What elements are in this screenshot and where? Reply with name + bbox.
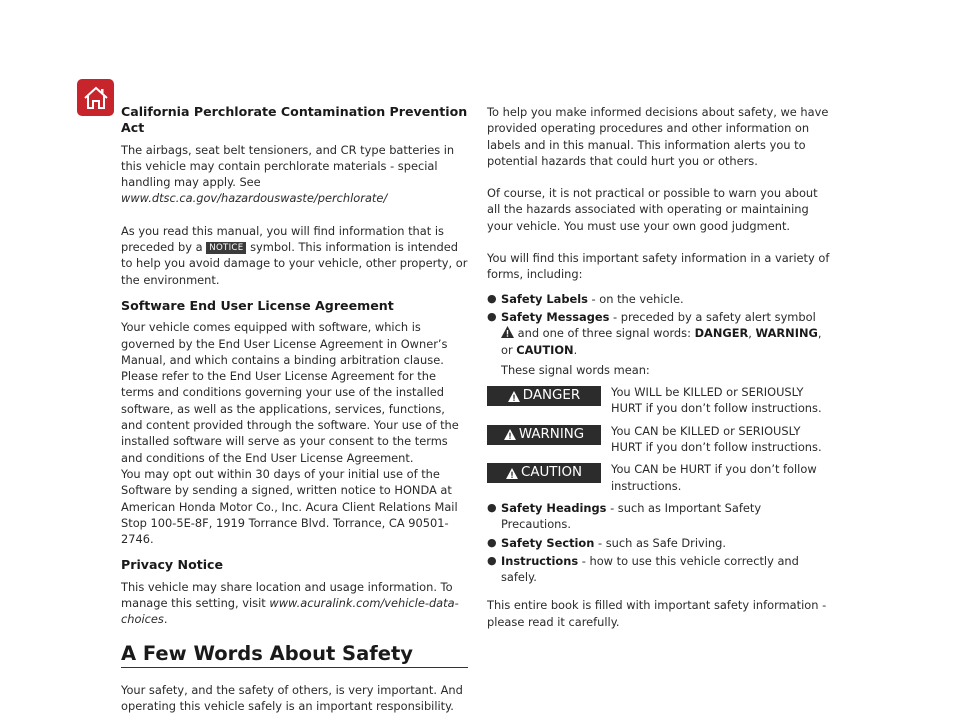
safety-alert-icon [508,391,520,402]
safety-forms-list [487,291,832,378]
perchlorate-heading: California Perchlorate Contamination Prevention Act [121,104,468,136]
safety-alert-icon [504,429,516,440]
practical-paragraph: Of course, it is not practical or possible to warn you about all the hazards associated with operating or maintaining your vehicle. You must use your own good judgment. [487,186,818,233]
danger-row [487,384,832,417]
list-item: ● Safety Headings - such as Important Safety Precautions. [487,500,762,532]
list-item: ● Safety Labels - on the vehicle. [487,291,684,306]
warning-signal: WARNING [487,425,601,445]
danger-meaning: You WILL be KILLED or SERIOUSLY HURT if you don’t follow instructions. [611,385,822,416]
warning-meaning: You CAN be KILLED or SERIOUSLY HURT if you don’t follow instructions. [611,423,822,455]
home-button[interactable] [77,79,114,116]
acuralink-link[interactable]: www.acuralink.com/vehicle-data-choices [121,596,459,627]
safety-heading: A Few Words About Safety [121,646,468,668]
perchlorate-paragraph: The airbags, seat belt tensioners, and CR type batteries in this vehicle may contain perchlorate materials - special handling may apply. See www.dtsc.ca.gov/hazardouswaste/perchlorate/ [121,142,455,206]
right-column [487,104,832,630]
left-column [121,104,468,715]
notice-badge: NOTICE [206,242,246,254]
eula-heading: Software End User License Agreement [121,297,394,313]
caution-row [487,461,832,494]
list-item: ● Safety Messages - preceded by a safety alert symbol and one of three signal words: DANGER, WARNING, or CAUTION. These signal words mean: [487,309,822,377]
safety-more-list [487,500,832,585]
closing-paragraph: This entire book is filled with important safety information - please read it carefully. [487,598,827,629]
intro-paragraph: To help you make informed decisions about safety, we have provided operating procedures and other information on labels and in this manual. This information alerts you to potential hazards that could hurt you or others. [487,105,829,168]
eula-paragraph: Your vehicle comes equipped with software, which is governed by the End User License Agreement in Owner’s Manual, and which contains a binding arbitration clause. Please refer to the End User License Agreement for the terms and conditions governing your use of the installed software, as well as the applications, services, functions, and content provided through the software. Your use of the installed software will serve as your consent to the terms and conditions of the End User License Agreement. [121,320,459,465]
dtsc-link[interactable]: www.dtsc.ca.gov/hazardouswaste/perchlorate/ [121,191,388,206]
safety-alert-icon [506,468,518,479]
warning-row [487,423,832,456]
list-item: ● Safety Section - such as Safe Driving. [487,535,726,550]
caution-meaning: You CAN be HURT if you don’t follow instructions. [611,462,817,493]
list-item: ● Instructions - how to use this vehicle correctly and safely. [487,553,799,585]
privacy-paragraph: This vehicle may share location and usage information. To manage this setting, visit www.acuralink.com/vehicle-data-choices. [121,579,459,627]
safety-paragraph: Your safety, and the safety of others, is very important. And operating this vehicle safely is an important responsibility. [121,682,463,714]
caution-signal: CAUTION [487,463,601,483]
notice-paragraph: As you read this manual, you will find information that is preceded by a NOTICE symbol. This information is intended to help you avoid damage to your vehicle, other property, or the environment. [121,223,468,287]
safety-alert-icon [501,326,514,338]
privacy-heading: Privacy Notice [121,557,224,573]
danger-signal: DANGER [487,386,601,406]
eula-optout-paragraph: You may opt out within 30 days of your initial use of the Software by sending a signed, written notice to HONDA at American Honda Motor Co., Inc. Acura Client Relations Mail Stop 100-5E-8F, 1919 Torrance Blvd. Torrance, CA 90501-2746. [121,466,458,547]
forms-paragraph: You will find this important safety information in a variety of forms, including: [487,251,830,282]
home-icon [83,86,109,110]
